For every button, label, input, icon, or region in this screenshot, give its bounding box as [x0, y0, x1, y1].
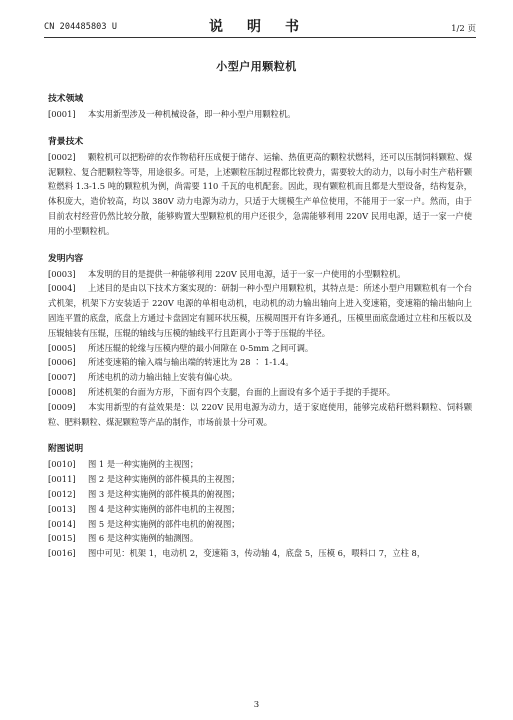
paragraph-text: 所述机架的台面为方形，下面有四个支腿，台面的上面设有多个适于手提的手提环。 [88, 386, 395, 397]
section-heading-drawings: 附图说明 [48, 444, 84, 455]
paragraph-number: [0006] [48, 357, 76, 368]
paragraph-text: 图 1 是一种实施例的主视图； [88, 459, 199, 470]
paragraph [48, 472, 472, 487]
document-title: 小型户用颗粒机 [216, 60, 297, 73]
section-heading-background: 背景技术 [48, 136, 84, 147]
paragraph [48, 385, 472, 400]
section-heading-content: 发明内容 [48, 253, 84, 264]
paragraph [48, 531, 472, 546]
paragraph-text: 图 6 是这种实施例的轴测图。 [88, 533, 199, 544]
paragraph-number: [0007] [48, 372, 76, 383]
paragraph-text: 图 2 是这种实施例的部件模具的主视图； [88, 474, 240, 485]
paragraph-number: [0001] [48, 109, 76, 119]
paragraph [48, 341, 472, 356]
document-body [48, 92, 472, 561]
paragraph-text: 本实用新型的有益效果是：以 220V 民用电源为动力，适于家庭使用，能够完成秸秆燃料颗粒、饲料颗粒、肥料颗粒、煤泥颗粒等产品的制作，市场前景十分可观。 [48, 401, 472, 427]
page-header [0, 0, 513, 40]
header-divider [44, 37, 476, 38]
paragraph-text: 图 5 是这种实施例的部件电机的俯视图； [88, 518, 240, 529]
paragraph-number: [0012] [48, 488, 76, 499]
paragraph [48, 457, 472, 472]
paragraph [48, 546, 472, 561]
paragraph-number: [0011] [48, 474, 76, 485]
paragraph-number: [0003] [48, 268, 76, 279]
paragraph-number: [0009] [48, 401, 76, 412]
paragraph-text: 图 3 是这种实施例的部件模具的俯视图； [88, 488, 240, 499]
paragraph [48, 487, 472, 502]
paragraph-text: 图中可见：机架 1，电动机 2，变速箱 3，传动轴 4，底盘 5，压模 6，喂料口 7，立柱 8， [88, 548, 426, 559]
section-heading-tech-field: 技术领域 [48, 94, 84, 104]
paragraph-number: [0016] [48, 548, 76, 559]
doc-number: CN 204485803 U [44, 22, 118, 32]
paragraph-text: 图 4 是这种实施例的部件电机的主视图； [88, 503, 240, 514]
paragraph [48, 517, 472, 532]
paragraph-number: [0010] [48, 459, 76, 470]
paragraph-number: [0005] [48, 342, 76, 353]
paragraph-number: [0002] [48, 151, 76, 162]
paragraph [48, 400, 472, 430]
paragraph-text: 颗粒机可以把粉碎的农作物秸秆压成便于储存、运输、热值更高的颗粒状燃料，还可以压制饲料颗粒、煤泥颗粒、复合肥颗粒等等，用途很多。可是，上述颗粒压制过程都比较费力，需要较大的动力，以每小时生产秸秆颗粒燃料 1.3-1.5 吨的颗粒机为例，尚需要 110 千瓦的电机配套。因此，现有颗粒机而且都是大型设备，结构复杂，体积庞大，造价较高，均以 380V 动力电源为动力，只适于大规模生产单位使用，不能用于一家一户。然而，由于目前农村经营仍然比较分散，能够购置大型颗粒机的用户还很少，急需能够利用 220V 民用电源，适于一家一户使用的小型颗粒机。 [48, 151, 472, 236]
paragraph-number: [0015] [48, 533, 76, 544]
paragraph [48, 502, 472, 517]
paragraph-text: 所述压辊的轮缘与压模内壁的最小间隙在 0-5mm 之间可调。 [88, 342, 314, 353]
paragraph [48, 370, 472, 385]
paragraph [48, 355, 472, 370]
paragraph-number: [0014] [48, 518, 76, 529]
paragraph-text: 本实用新型涉及一种机械设备，即一种小型户用颗粒机。 [88, 109, 296, 119]
paragraph-text: 所述电机的动力输出轴上安装有偏心块。 [88, 372, 238, 383]
doc-type-heading: 说 明 书 [209, 19, 304, 35]
paragraph-number: [0004] [48, 283, 76, 294]
page-number: 3 [253, 700, 260, 710]
paragraph-text: 所述变速箱的输入端与输出端的转速比为 28 ∶ 1-1.4。 [88, 357, 294, 368]
paragraph-number: [0008] [48, 386, 76, 397]
paragraph-text: 本发明的目的是提供一种能够利用 220V 民用电源，适于一家一户使用的小型颗粒机。 [88, 268, 406, 279]
paragraph [48, 150, 472, 239]
paragraph-text: 上述目的是由以下技术方案实现的：研制一种小型户用颗粒机，其特点是：所述小型户用颗粒机有一个台式机架，机架下方安装适于 220V 电源的单相电动机，电动机的动力输出轴向上进入变速箱，变速箱的输出轴向上固连平置的底盘，底盘上方通过卡盘固定有圆环状压模，压模周围开有许多通孔，压模里面底盘通过立柱和压板以及压辊轴装有压辊，压辊的轴线与压模的轴线平行且距离小于等于压辊的半径。 [48, 283, 472, 338]
page-info: 1/2 页 [451, 24, 476, 34]
paragraph [48, 281, 472, 340]
paragraph [48, 267, 472, 282]
paragraph-number: [0013] [48, 503, 76, 514]
paragraph [48, 107, 472, 122]
